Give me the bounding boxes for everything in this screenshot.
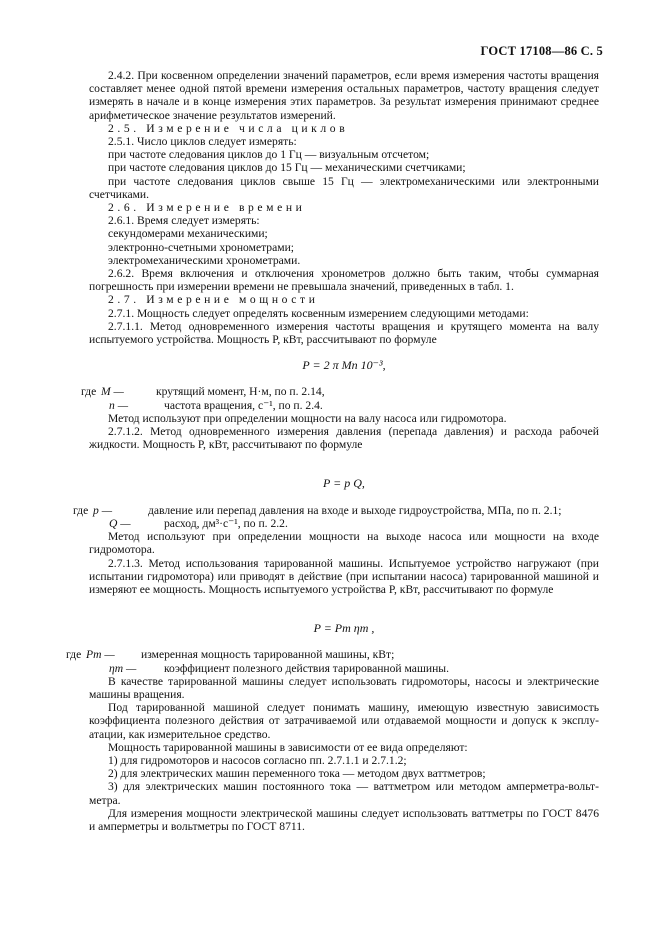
where-row — [89, 662, 599, 675]
where-label: где — [73, 503, 89, 517]
formula-power-calibrated: P = Pт ηт , — [313, 621, 375, 636]
list-item: секундомерами механическими; — [108, 227, 268, 241]
paragraph: Для измерения мощности электрической машины следует использовать ваттметры по ГОСТ 8476 и амперметры и вольтметры по ГОСТ 8711. — [89, 806, 599, 833]
paragraph: Под тарированной машиной следует понимать машину, имеющую известную зависимость коэффициента полезного действия от затрачиваемой или отдаваемой мощности и допуск к эксплуатации, как измерительное средство. — [89, 701, 599, 741]
list-item: при частоте следования циклов свыше 15 Гц — электромеханическими или электронными счетчиками. — [89, 174, 599, 201]
paragraph-2-7-1: 2.7.1. Мощность следует определять косвенным измерением следующими методами: — [108, 306, 529, 320]
enumeration-item: 3) для электрических машин постоянного тока — ваттметром или методом амперметра-вольтметра. — [89, 780, 599, 807]
section-heading-2-7: 2.7. Измерение мощности — [108, 293, 319, 307]
paragraph-2-6-1: 2.6.1. Время следует измерять: — [108, 214, 260, 228]
where-description: измеренная мощность тарированной машины, кВт; — [141, 648, 395, 662]
list-item: при частоте следования циклов до 1 Гц — визуальным отсчетом; — [108, 148, 430, 162]
where-description: расход, дм³·с⁻¹, по п. 2.2. — [164, 516, 288, 530]
document-body — [66, 69, 599, 833]
enumeration-item: 1) для гидромоторов и насосов согласно пп. 2.7.1.1 и 2.7.1.2; — [108, 753, 407, 767]
where-row — [89, 517, 599, 530]
where-row — [89, 399, 599, 412]
where-row — [73, 503, 599, 517]
where-symbol: Q — — [109, 516, 131, 530]
list-item: при частоте следования циклов до 15 Гц — механическими счетчиками; — [108, 161, 466, 175]
where-row — [81, 385, 599, 399]
section-heading-2-6: 2.6. Измерение времени — [108, 201, 306, 215]
where-description: коэффициент полезного действия тарированной машины. — [164, 661, 449, 675]
method-note: Метод используют при определении мощности на выходе насоса или мощности на входе гидромотора. — [89, 530, 599, 557]
where-symbol: Pт — — [86, 648, 115, 662]
page-header: ГОСТ 17108—86 С. 5 — [480, 44, 603, 58]
where-label: где — [66, 648, 82, 662]
where-description: частота вращения, с⁻¹, по п. 2.4. — [164, 398, 323, 412]
section-heading-2-5: 2.5. Измерение числа циклов — [108, 121, 349, 135]
where-label: где — [81, 385, 97, 399]
paragraph-2-7-1-3: 2.7.1.3. Метод использования тарированной машины. Испытуемое устройство нагружают (при испытании гидромотора) или приводят в действие (при испытании насоса) тарированной машиной и измеряют ее мощность. Мощность испытуемого устройства P, кВт, рассчитывают по формуле — [89, 556, 599, 596]
formula-power-torque: P = 2 π Mn 10⁻³, — [302, 358, 386, 373]
formula-power-pressure: P = p Q, — [323, 476, 365, 491]
where-symbol: ηт — — [109, 661, 137, 675]
where-symbol: n — — [109, 398, 129, 412]
paragraph-2-4-2: 2.4.2. При косвенном определении значений параметров, если время измерения частоты вращения составляет менее одной пятой времени измерения остальных параметров, частоту вращения следует измерять в начале и в конце измерения этих параметров. За результат измерения принимают среднее арифметическое значение результатов измерений. — [89, 69, 599, 122]
paragraph-2-6-2: 2.6.2. Время включения и отключения хронометров должно быть таким, чтобы суммарная погрешность при измерении времени не превышала значений, приведенных в табл. 1. — [89, 267, 599, 294]
where-symbol: p — — [93, 503, 113, 517]
paragraph: Мощность тарированной машины в зависимости от ее вида определяют: — [108, 740, 468, 754]
paragraph-2-7-1-1: 2.7.1.1. Метод одновременного измерения частоты вращения и крутящего момента на валу испытуемого устройства. Мощность P, кВт, рассчитывают по формуле — [89, 319, 599, 347]
paragraph-2-7-1-2: 2.7.1.2. Метод одновременного измерения давления (перепада давления) и расхода рабочей жидкости. Мощность P, кВт, рассчитывают по формуле — [89, 425, 599, 452]
list-item: электронно-счетными хронометрами; — [108, 240, 295, 254]
method-note: Метод используют при определении мощности на валу насоса или гидромотора. — [108, 411, 507, 425]
where-row — [66, 648, 599, 662]
where-description: крутящий момент, Н·м, по п. 2.14, — [156, 385, 325, 399]
paragraph-2-5-1: 2.5.1. Число циклов следует измерять: — [108, 135, 297, 149]
where-description: давление или перепад давления на входе и выходе гидроустройства, МПа, по п. 2.1; — [148, 503, 562, 517]
where-symbol: M — — [101, 385, 124, 399]
list-item: электромеханическими хронометрами. — [108, 253, 301, 267]
paragraph: В качестве тарированной машины следует использовать гидромоторы, насосы и электрические машины вращения. — [89, 674, 599, 701]
enumeration-item: 2) для электрических машин переменного тока — методом двух ваттметров; — [108, 767, 486, 781]
